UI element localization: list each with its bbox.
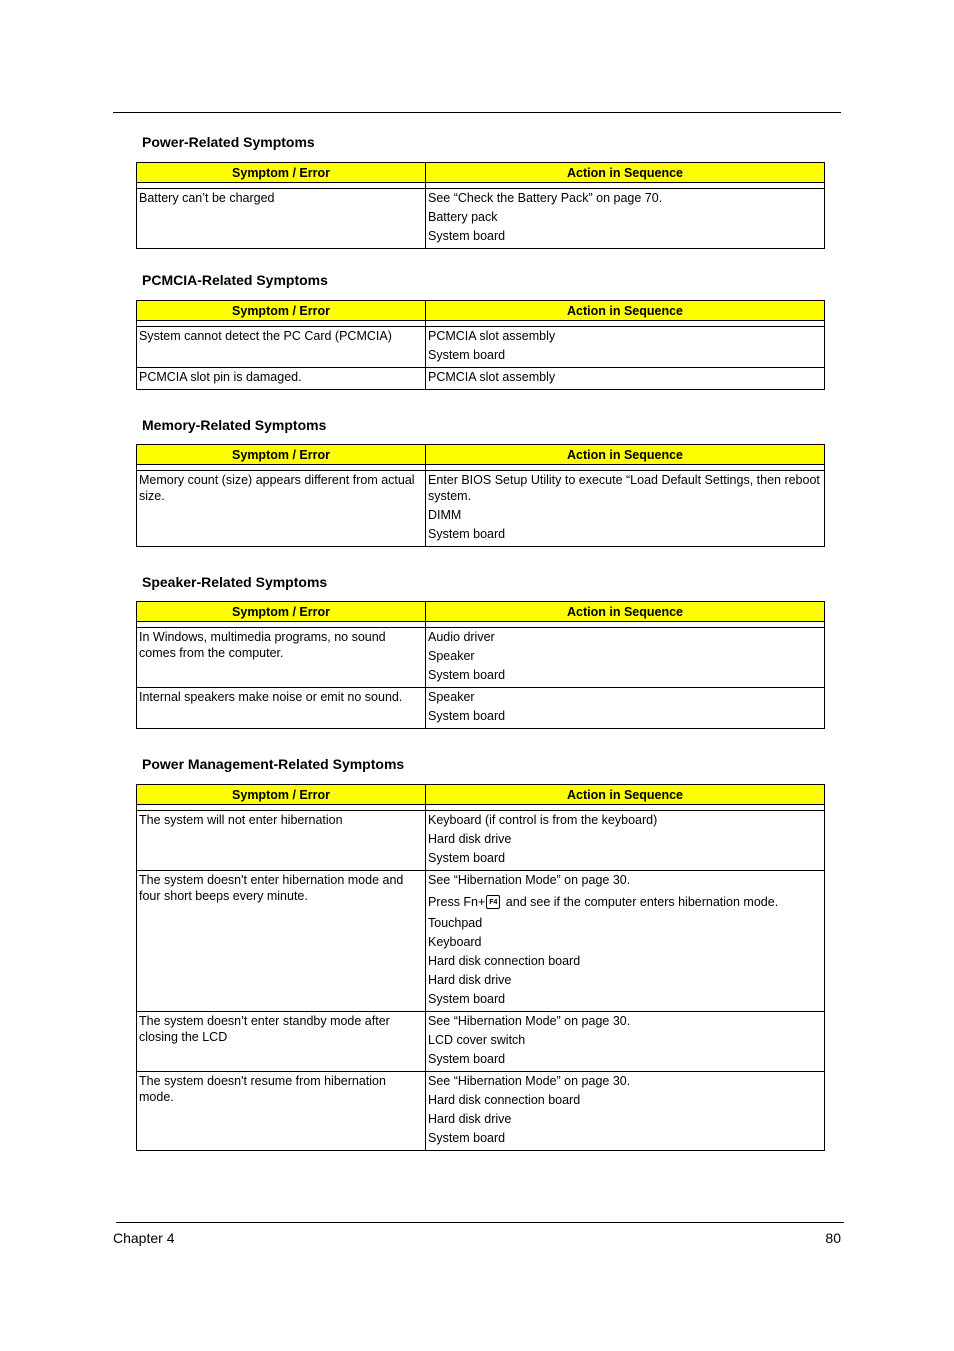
action-item: Hard disk connection board [428,954,581,968]
action-item: DIMM [428,508,462,522]
action-item: System board [428,709,506,723]
table-row [137,471,825,547]
symptom-header: Symptom / Error [137,785,426,805]
symptom-text: In Windows, multimedia programs, no sound comes from the computer. [139,630,386,660]
symptom-text: The system doesn't enter hibernation mode and four short beeps every minute. [139,873,404,903]
speaker-table [136,601,825,729]
action-header: Action in Sequence [426,301,825,321]
action-item: System board [428,229,506,243]
section-title-speaker: Speaker-Related Symptoms [142,574,328,590]
press-suffix: and see if the computer enters hibernation mode. [502,895,779,909]
pcmcia-table [136,300,825,390]
action-item: System board [428,527,506,541]
action-item: LCD cover switch [428,1033,526,1047]
action-item: Keyboard (if control is from the keyboard) [428,813,658,827]
action-item: Hard disk connection board [428,1093,581,1107]
symptom-header: Symptom / Error [137,445,426,465]
action-item: Keyboard [428,935,482,949]
action-item: System board [428,992,506,1006]
top-rule [113,112,841,113]
table-row [137,189,825,249]
table-row [137,628,825,688]
action-item: System board [428,1052,506,1066]
action-header: Action in Sequence [426,785,825,805]
f4-key-icon: F4 [486,895,500,909]
footer-chapter: Chapter 4 [113,1230,175,1246]
power-table [136,162,825,249]
action-item: Hard disk drive [428,832,512,846]
section-title-pcmcia: PCMCIA-Related Symptoms [142,272,328,288]
section-title-power: Power-Related Symptoms [142,134,315,150]
action-item: See “Hibernation Mode” on page 30. [428,1074,631,1088]
table-header-row [137,163,825,183]
table-row [137,1012,825,1072]
symptom-text: System cannot detect the PC Card (PCMCIA) [139,329,392,343]
table-row [137,811,825,871]
action-item: System board [428,348,506,362]
action-item: Battery pack [428,210,498,224]
action-item: See “Check the Battery Pack” on page 70. [428,191,663,205]
table-header-row [137,785,825,805]
table-header-row [137,602,825,622]
table-row [137,327,825,368]
action-item: System board [428,668,506,682]
symptom-text: The system doesn't resume from hibernation mode. [139,1074,386,1104]
symptom-text: Battery can’t be charged [139,191,275,205]
table-row [137,368,825,390]
section-title-power-management: Power Management-Related Symptoms [142,756,405,772]
action-item: Speaker [428,649,475,663]
action-item: System board [428,851,506,865]
press-prefix: Press Fn+ [428,895,486,909]
symptom-header: Symptom / Error [137,602,426,622]
table-row [137,871,825,1012]
action-item: See “Hibernation Mode” on page 30. [428,1014,631,1028]
action-item: PCMCIA slot assembly [428,370,556,384]
action-item: Hard disk drive [428,973,512,987]
power-management-table [136,784,825,1151]
action-header: Action in Sequence [426,163,825,183]
symptom-header: Symptom / Error [137,301,426,321]
action-item-press-fn [428,890,822,914]
symptom-text: The system will not enter hibernation [139,813,343,827]
action-item: Touchpad [428,916,483,930]
symptom-text: The system doesn’t enter standby mode after closing the LCD [139,1014,390,1044]
symptom-header: Symptom / Error [137,163,426,183]
action-item: See “Hibernation Mode” on page 30. [428,873,631,887]
action-header: Action in Sequence [426,445,825,465]
footer-rule [116,1222,844,1223]
action-header: Action in Sequence [426,602,825,622]
section-title-memory: Memory-Related Symptoms [142,417,327,433]
table-row [137,688,825,729]
footer-page-number: 80 [825,1230,841,1246]
symptom-text: Internal speakers make noise or emit no sound. [139,690,403,704]
action-item: Enter BIOS Setup Utility to execute “Load Default Settings, then reboot system. [428,473,820,503]
table-header-row [137,301,825,321]
symptom-text: Memory count (size) appears different from actual size. [139,473,415,503]
symptom-text: PCMCIA slot pin is damaged. [139,370,302,384]
memory-table [136,444,825,547]
table-header-row [137,445,825,465]
action-item: System board [428,1131,506,1145]
action-item: Hard disk drive [428,1112,512,1126]
action-item: PCMCIA slot assembly [428,329,556,343]
action-item: Speaker [428,690,475,704]
action-item: Audio driver [428,630,495,644]
table-row [137,1072,825,1151]
